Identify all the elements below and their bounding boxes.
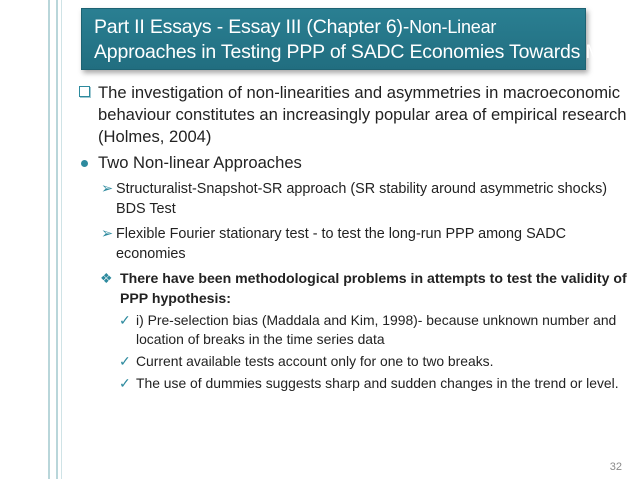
slide-title-tail: Non-Linear <box>409 17 497 37</box>
dot-bullet-icon <box>81 160 88 167</box>
sub-bullet-item <box>78 179 628 219</box>
arrow-bullet-icon: ➢ <box>101 226 114 242</box>
sub-sub-bullet-item <box>78 268 628 308</box>
check-bullet-item <box>78 374 628 393</box>
bullet-item <box>78 82 628 148</box>
check-icon: ✓ <box>119 353 131 369</box>
bullet-text: The investigation of non-linearities and asymmetries in macroeconomic behaviour constitutes an increasingly popular area of empirical research (Holmes, 2004) <box>98 83 627 146</box>
sub-bullet-item <box>78 224 628 264</box>
decorative-rail <box>0 0 66 479</box>
check-icon: ✓ <box>119 375 131 391</box>
title-banner <box>81 8 616 70</box>
bullet-text: Flexible Fourier stationary test - to test the long-run PPP among SADC economies <box>116 226 567 262</box>
check-bullet-item <box>78 311 628 349</box>
check-bullet-item <box>78 352 628 371</box>
slide-title-main: Part II Essays - Essay III (Chapter 6)- <box>94 16 410 38</box>
checkbox-bullet-icon <box>79 86 90 97</box>
bullet-item <box>78 152 628 174</box>
arrow-bullet-icon: ➢ <box>101 181 114 197</box>
diamond-bullet-icon: ❖ <box>100 270 113 286</box>
bullet-text: Two Non-linear Approaches <box>98 153 302 172</box>
check-icon: ✓ <box>119 312 131 328</box>
bullet-text: The use of dummies suggests sharp and sudden changes in the trend or level. <box>136 375 619 391</box>
slide-body <box>78 82 628 393</box>
bullet-text: i) Pre-selection bias (Maddala and Kim, 1998)- because unknown number and location of breaks in the time series data <box>136 312 617 347</box>
bullet-text: Structuralist-Snapshot-SR approach (SR stability around asymmetric shocks) BDS Test <box>116 181 608 217</box>
bullet-text: There have been methodological problems in attempts to test the validity of PPP hypothesis: <box>120 270 627 306</box>
slide-title-line-2: Approaches in Testing PPP of SADC Economies Towards MU <box>94 41 616 63</box>
rail-line <box>61 0 62 479</box>
bullet-text: Current available tests account only for one to two breaks. <box>136 353 494 369</box>
slide-number: 32 <box>609 461 622 473</box>
slide-title-line-1 <box>94 15 573 40</box>
rail-line <box>56 0 58 479</box>
rail-line <box>48 0 50 479</box>
